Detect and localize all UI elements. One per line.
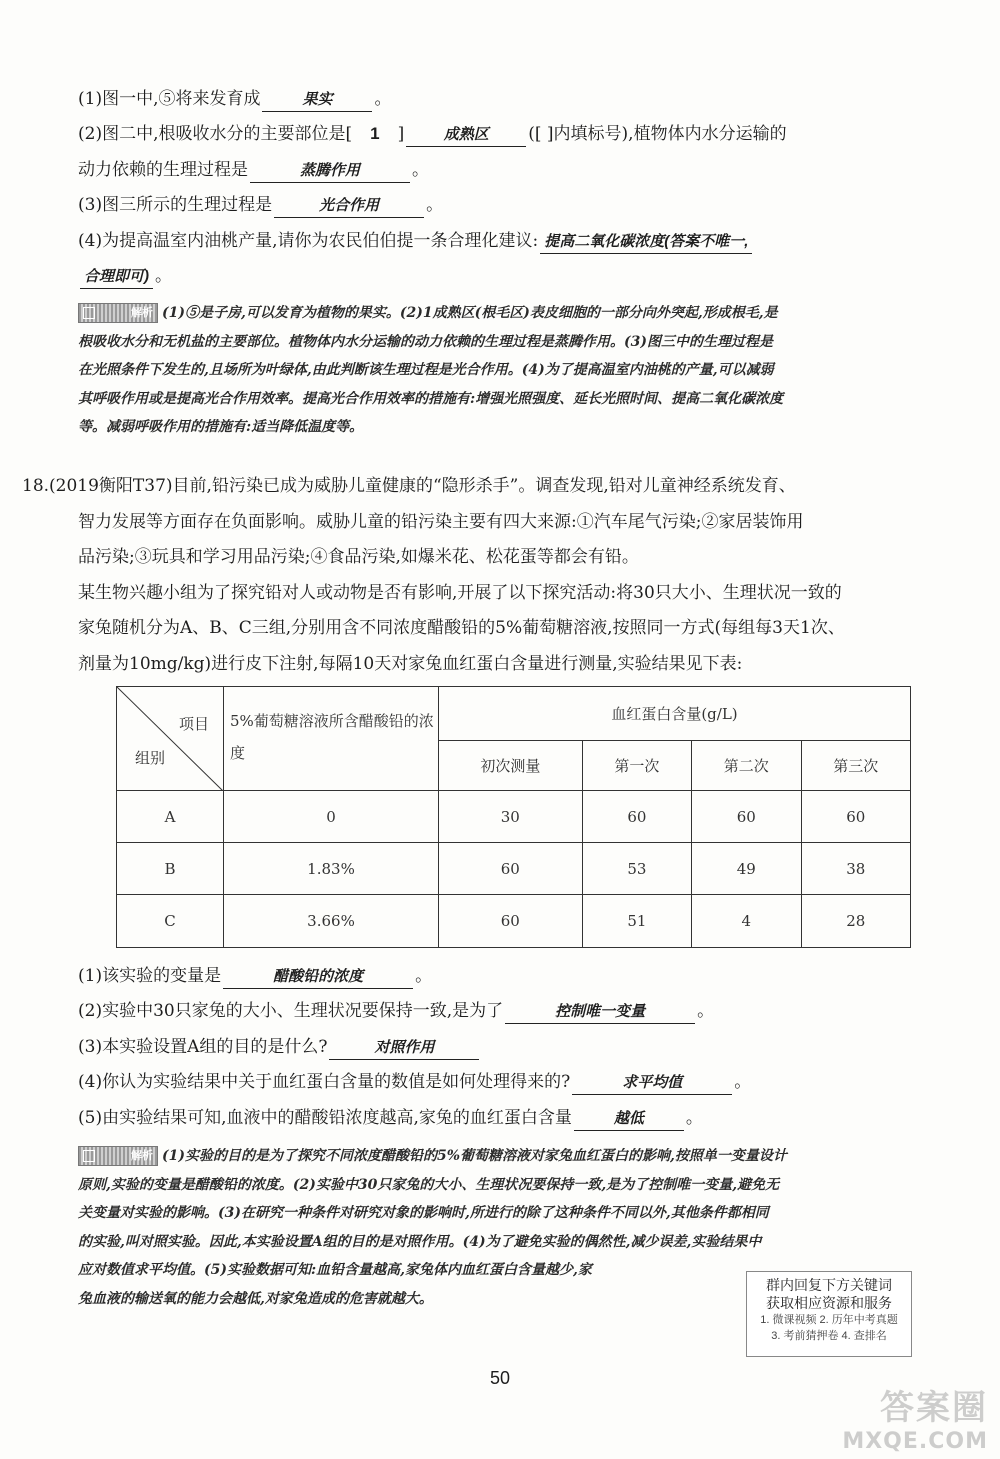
q18-answer-4: (4)你认为实验结果中关于血红蛋白含量的数值是如何处理得来的? 求平均值 。	[78, 1067, 960, 1097]
q17-line-6: 合理即可) 。	[78, 261, 960, 291]
q18-answer-3: (3)本实验设置A组的目的是什么? 对照作用	[78, 1032, 960, 1062]
value-cell: 60	[439, 895, 583, 948]
group-cell: C	[117, 895, 224, 948]
value-cell: 53	[582, 843, 691, 895]
analysis-tag: 解析	[78, 303, 158, 323]
answer-blank: 蒸腾作用	[250, 160, 410, 183]
analysis-line: 的实验,叫对照实验。因此,本实验设置A组的目的是对照作用。(4)为了避免实验的偶然性,减少误差,实验结果中	[78, 1233, 762, 1250]
subheader-cell: 第二次	[692, 741, 801, 791]
group-cell: B	[117, 843, 224, 895]
analysis-tag: 解析	[78, 1146, 158, 1166]
stem-line: 品污染;③玩具和学习用品污染;④食品污染,如爆米花、松花蛋等都会有铅。	[78, 547, 639, 567]
table-row	[117, 791, 911, 843]
analysis-line: 兔血液的输送氧的能力会越低,对家兔造成的危害就越大。	[78, 1290, 433, 1307]
promo-box	[746, 1271, 912, 1357]
page-number: 50	[489, 1368, 511, 1388]
subheader-cell: 第一次	[582, 741, 691, 791]
value-cell: 28	[801, 895, 910, 948]
subheader-cell: 第三次	[801, 741, 910, 791]
analysis-line: 应对数值求平均值。(5)实验数据可知:血铅含量越高,家兔体内血红蛋白含量越少,家	[78, 1262, 592, 1278]
q17-line-5: (4)为提高温室内油桃产量,请你为农民伯伯提一条合理化建议: 提高二氧化碳浓度(答案不唯一,	[78, 226, 960, 256]
value-cell: 49	[692, 843, 801, 895]
q17-line-2: (2)图二中,根吸收水分的主要部位是[ 1 ] 成熟区 ([ ]内填标号),植物体内水分运输的	[78, 119, 960, 149]
diagonal-line	[117, 687, 223, 791]
value-cell: 30	[439, 791, 583, 843]
table-row	[117, 843, 911, 895]
stem-line: 家兔随机分为A、B、C三组,分别用含不同浓度醋酸铅的5%葡萄糖溶液,按照同一方式(每组每3天1次、	[78, 618, 845, 638]
group-cell: A	[117, 791, 224, 843]
q18-answer-5: (5)由实验结果可知,血液中的醋酸铅浓度越高,家兔的血红蛋白含量 越低 。	[78, 1103, 960, 1133]
diagonal-header-cell	[117, 687, 224, 791]
concentration-cell: 1.83%	[224, 843, 439, 895]
answer-blank: 提高二氧化碳浓度(答案不唯一,	[540, 231, 752, 254]
watermark-url: MXQE.COM	[842, 1429, 988, 1454]
q18-answer-2: (2)实验中30只家兔的大小、生理状况要保持一致,是为了 控制唯一变量 。	[78, 996, 960, 1026]
value-cell: 60	[801, 791, 910, 843]
value-cell: 60	[439, 843, 583, 895]
watermark-text: 答案圈	[880, 1388, 988, 1428]
table-row	[117, 895, 911, 948]
q18-answer-1: (1)该实验的变量是 醋酸铅的浓度 。	[78, 961, 960, 991]
analysis-line: 解析 (1)⑤是子房,可以发育为植物的果实。(2)1成熟区(根毛区)表皮细胞的一部分向外突起,形成根毛,是	[78, 299, 952, 328]
results-table	[116, 686, 911, 948]
stem-line: 智力发展等方面存在负面影响。威胁儿童的铅污染主要有四大来源:①汽车尾气污染;②家居装饰用	[78, 511, 804, 532]
answer-number: 1	[370, 124, 380, 143]
analysis-line: 等。减弱呼吸作用的措施有:适当降低温度等。	[78, 419, 364, 435]
analysis-line: 在光照条件下发生的,且场所为叶绿体,由此判断该生理过程是光合作用。(4)为了提高温室内油桃的产量,可以减弱	[78, 362, 774, 378]
concentration-cell: 0	[224, 791, 439, 843]
subheader-cell: 初次测量	[439, 741, 583, 791]
concentration-cell: 3.66%	[224, 895, 439, 948]
header-item-label: 项目	[178, 715, 209, 733]
promo-line: 1. 微课视频 2. 历年中考真题	[760, 1314, 898, 1326]
q17-line-1: (1)图一中,⑤将来发育成 果实 。	[78, 84, 960, 114]
q17-analysis	[78, 299, 952, 442]
answer-blank: 控制唯一变量	[505, 1001, 695, 1024]
answer-blank: 求平均值	[572, 1072, 732, 1095]
value-cell: 38	[801, 843, 910, 895]
value-cell: 60	[692, 791, 801, 843]
header-group-label: 组别	[135, 749, 166, 767]
q18-stem	[22, 469, 960, 682]
watermark-logo	[768, 1380, 988, 1452]
analysis-line: 关变量对实验的影响。(3)在研究一种条件对研究对象的影响时,所进行的除了这种条件不同以外,其他条件都相同	[78, 1205, 769, 1221]
promo-line: 群内回复下方关键词	[766, 1277, 892, 1293]
value-cell: 51	[582, 895, 691, 948]
answer-blank: 醋酸铅的浓度	[223, 966, 413, 989]
analysis-line: 其呼吸作用或是提高光合作用效率。提高光合作用效率的措施有:增强光照强度、延长光照时间、提高二氧化碳浓度	[78, 390, 784, 407]
stem-line: 某生物兴趣小组为了探究铅对人或动物是否有影响,开展了以下探究活动:将30只大小、生理状况一致的	[78, 582, 842, 603]
value-cell: 60	[582, 791, 691, 843]
answer-blank: 对照作用	[329, 1037, 479, 1060]
answer-blank: 合理即可)	[80, 266, 153, 289]
answer-blank: 越低	[574, 1108, 684, 1131]
hemoglobin-header: 血红蛋白含量(g/L)	[439, 687, 911, 741]
analysis-line: 解析 (1)实验的目的是为了探究不同浓度醋酸铅的5%葡萄糖溶液对家兔血红蛋白的影响,按照单一变量设计	[78, 1142, 952, 1171]
q17-line-3: 动力依赖的生理过程是 蒸腾作用 。	[78, 155, 960, 185]
value-cell: 4	[692, 895, 801, 948]
question-text: (1)图一中,⑤将来发育成	[78, 89, 261, 109]
stem-line: 剂量为10mg/kg)进行皮下注射,每隔10天对家兔血红蛋白含量进行测量,实验结果见下表:	[78, 653, 743, 674]
answer-blank: 果实	[262, 89, 372, 112]
promo-line: 3. 考前猜押卷 4. 查排名	[771, 1330, 887, 1342]
answer-blank: 成熟区	[406, 124, 526, 147]
analysis-line: 根吸收水分和无机盐的主要部位。植物体内水分运输的动力依赖的生理过程是蒸腾作用。(3)图三中的生理过程是	[78, 333, 773, 350]
promo-line: 获取相应资源和服务	[766, 1295, 892, 1311]
stem-line: 18.(2019衡阳T37)目前,铅污染已成为威胁儿童健康的“隐形杀手”。调查发现,铅对儿童神经系统发育、	[22, 476, 796, 496]
analysis-line: 原则,实验的变量是醋酸铅的浓度。(2)实验中30只家兔的大小、生理状况要保持一致,是为了控制唯一变量,避免无	[78, 1176, 780, 1193]
answer-blank: 光合作用	[274, 195, 424, 218]
q17-line-4: (3)图三所示的生理过程是 光合作用 。	[78, 190, 960, 220]
concentration-header: 5%葡萄糖溶液所含醋酸铅的浓度	[224, 687, 439, 791]
